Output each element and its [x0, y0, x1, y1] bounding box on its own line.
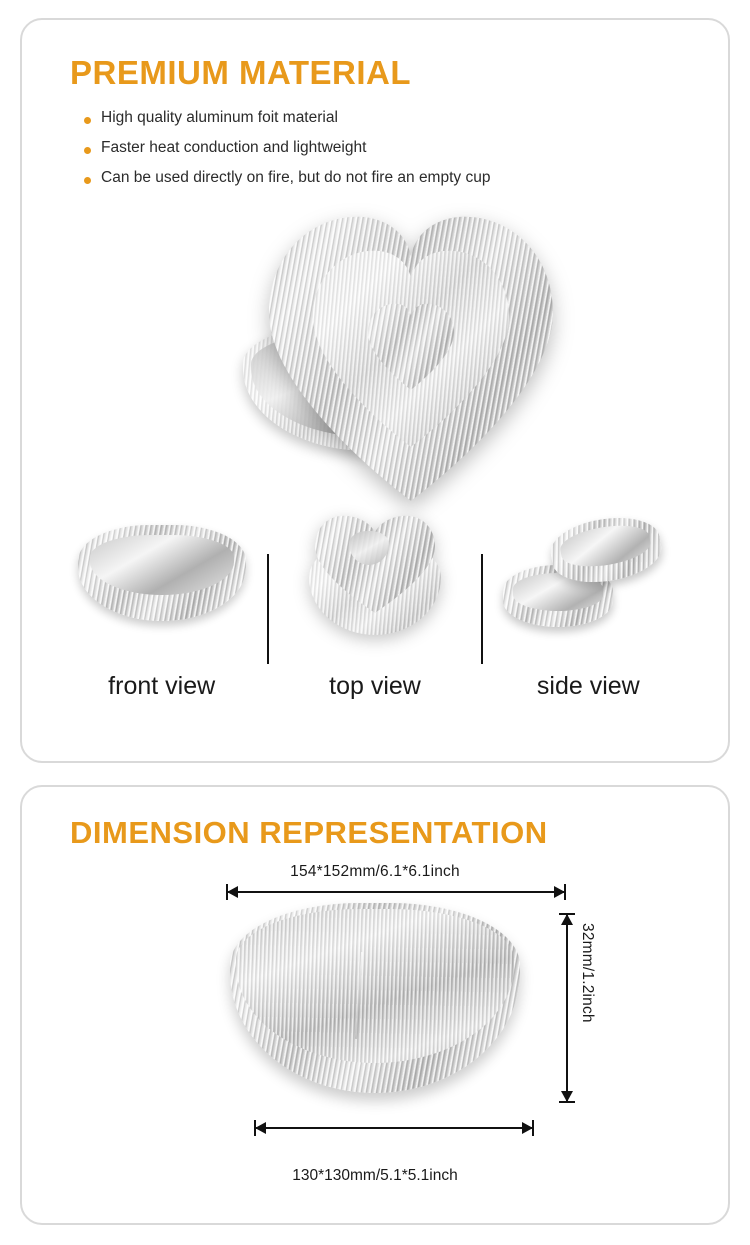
dimension-tray-image: [230, 903, 520, 1093]
vertical-divider: [267, 554, 269, 664]
arrow-left-tip-icon: [227, 886, 238, 898]
hero-product-image: [58, 203, 692, 503]
side-view-image: [503, 511, 673, 631]
side-view-cup-front: [547, 511, 665, 589]
dimension-top-arrow: [226, 891, 566, 893]
view-label: top view: [329, 671, 421, 700]
top-view-image: [305, 513, 445, 639]
dimension-top-label: 154*152mm/6.1*6.1inch: [290, 863, 460, 880]
product-views-row: [58, 509, 692, 709]
vertical-divider: [481, 554, 483, 664]
dimension-height-label: 32mm/1.2inch: [579, 923, 596, 1023]
arrow-right-tip-icon: [554, 886, 565, 898]
bullet-text: Can be used directly on fire, but do not fire an empty cup: [101, 168, 491, 186]
dimension-diagram: [58, 861, 692, 1191]
arrow-right-tip-icon: [522, 1122, 533, 1134]
front-view-image: [78, 525, 246, 621]
feature-bullet-list: [84, 108, 692, 189]
dimension-representation-card: [20, 785, 730, 1225]
section-title: DIMENSION REPRESENTATION: [70, 815, 548, 850]
arrow-up-tip-icon: [561, 914, 573, 925]
bullet-text: High quality aluminum foit material: [101, 109, 338, 126]
premium-material-card: [20, 18, 730, 763]
view-top: [271, 509, 478, 709]
dimension-bottom-label: 130*130mm/5.1*5.1inch: [292, 1167, 458, 1184]
view-side: [485, 509, 692, 709]
arrow-left-tip-icon: [255, 1122, 266, 1134]
arrow-down-tip-icon: [561, 1091, 573, 1102]
view-front: [58, 509, 265, 709]
bullet-dot-icon: [84, 147, 91, 154]
list-item: [84, 138, 692, 159]
list-item: [84, 168, 692, 189]
page-title: PREMIUM MATERIAL: [70, 54, 412, 91]
list-item: [84, 108, 692, 129]
tray-rim: [236, 909, 514, 1063]
bullet-dot-icon: [84, 117, 91, 124]
bullet-dot-icon: [84, 177, 91, 184]
foil-tray-front: [261, 209, 561, 509]
view-label: front view: [108, 671, 216, 700]
view-label: side view: [536, 671, 640, 700]
dimension-height-arrow: [566, 913, 568, 1103]
bullet-text: Faster heat conduction and lightweight: [101, 138, 367, 156]
dimension-bottom-arrow: [254, 1127, 534, 1129]
hero-image-stage: [165, 203, 585, 503]
